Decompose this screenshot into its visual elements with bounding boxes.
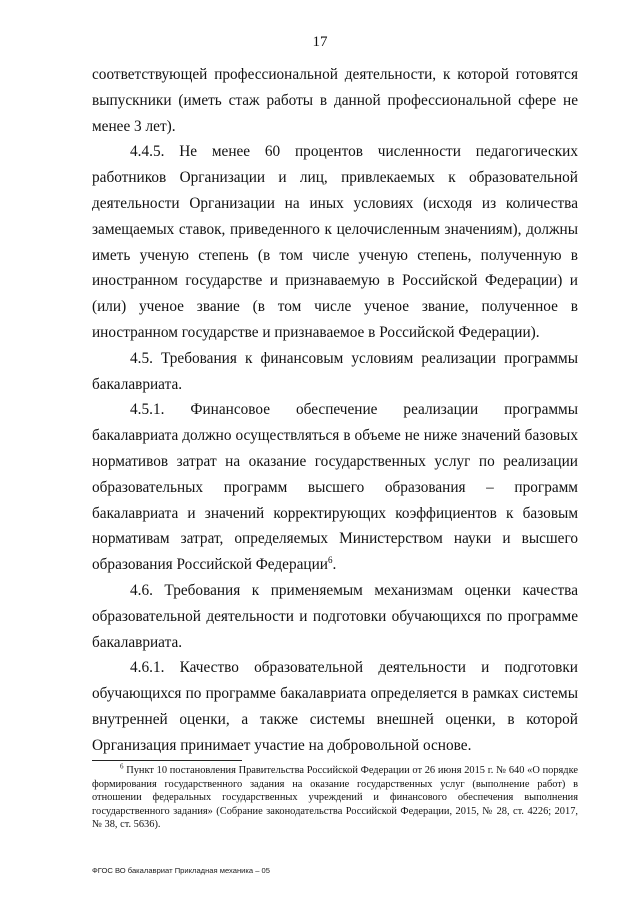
paragraph-4-6-1: 4.6.1. Качество образовательной деятельности и подготовки обучающихся по программе бакалавриата определяется в рамках системы внутренней оценки, а также системы внешней оценки, в которой Организация принимает участие на добровольной основе. xyxy=(92,659,578,754)
footnote-separator xyxy=(92,760,242,761)
paragraph-4-4-5: 4.4.5. Не менее 60 процентов численности педагогических работников Организации и лиц, привлекаемых к образовательной деятельности Организации на иных условиях (исходя из количества замещаемых ставок, приведенного к целочисленным значениям), должны иметь ученую степень (в том числе ученую степень, полученную в иностранном государстве и признаваемую в Российской Федерации) и (или) ученое звание (в том числе ученое звание, полученное в иностранном государстве и признаваемое в Российской Федерации). xyxy=(92,143,578,341)
footnote-text: Пункт 10 постановления Правительства Российской Федерации от 26 июня 2015 г. № 640 «О порядке формирования государственного задания на оказание государственных услуг (выполнение работ) в отношении федеральных государственных учреждений и финансового обеспечения выполнения государственного задания» (Собрание законодательства Российской Федерации, 2015, № 28, ст. 4226; 2017, № 38, ст. 5636). xyxy=(92,765,578,831)
footnote-mark: 6 xyxy=(120,762,124,771)
footnote-reference: 6 xyxy=(327,555,333,566)
page-number: 17 xyxy=(312,34,328,50)
paragraph-4-5-1 xyxy=(92,397,578,578)
paragraph-4-6: 4.6. Требования к применяемым механизмам оценки качества образовательной деятельности и подготовки обучающихся по программе бакалавриата. xyxy=(92,581,578,651)
page-footer: ФГОС ВО бакалавриат Прикладная механика – 05 xyxy=(92,866,271,875)
paragraph-continuation: соответствующей профессиональной деятельности, к которой готовятся выпускники (иметь стаж работы в данной профессиональной сфере не менее 3 лет). xyxy=(92,66,578,135)
paragraph-4-5-1-tail: . xyxy=(332,556,337,574)
footnote xyxy=(92,764,578,832)
document-body xyxy=(92,62,578,759)
paragraph-4-5: 4.5. Требования к финансовым условиям реализации программы бакалавриата. xyxy=(92,349,578,393)
paragraph-4-5-1-text: 4.5.1. Финансовое обеспечение реализации программы бакалавриата должно осуществляться в объеме не ниже значений базовых нормативов затрат на оказание государственных услуг по реализации образовательных программ высшего образования – программ бакалавриата и значений корректирующих коэффициентов к базовым нормативам затрат, определяемых Министерством науки и высшего образования Российской Федерации xyxy=(92,401,578,574)
